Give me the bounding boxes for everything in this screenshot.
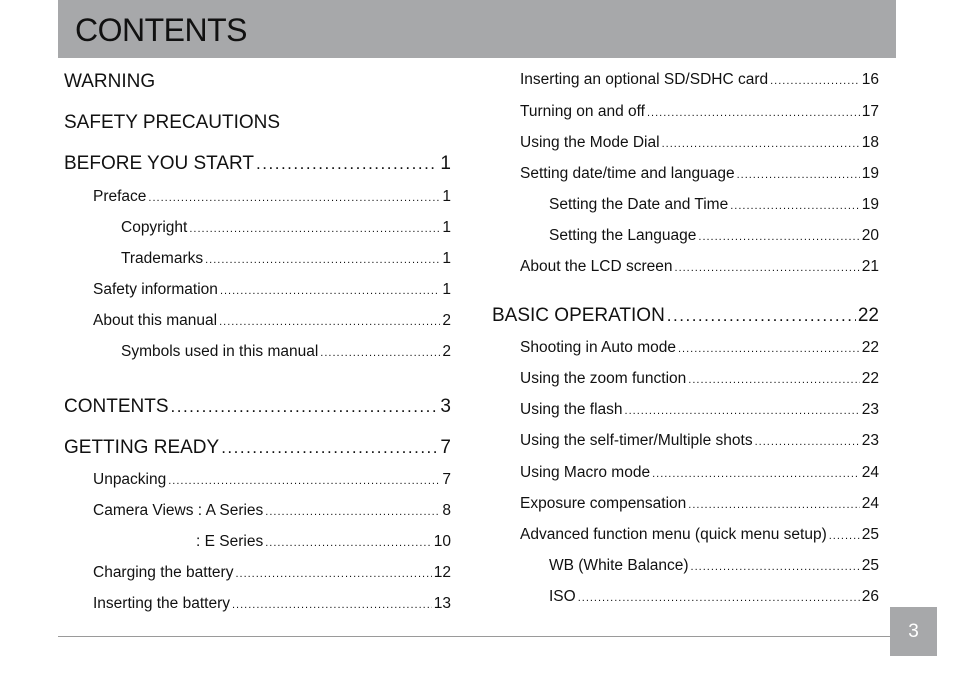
toc-entry-page: 1 [442,188,451,205]
toc-entry-label: Trademarks [121,250,204,267]
dot-leader [205,254,440,266]
dot-leader [148,192,440,204]
dot-leader [662,138,860,150]
toc-entry-label: Charging the battery [93,564,234,581]
toc-entry-label: Inserting the battery [93,595,230,612]
toc-entry-label: Safety information [93,281,218,298]
toc-entry[interactable] [549,557,879,575]
toc-entry-label: Camera Views : A Series [93,502,264,519]
dot-leader [265,506,440,518]
footer-divider [58,636,892,637]
toc-entry-page: 22 [857,305,879,326]
dot-leader [770,75,860,87]
toc-entry[interactable] [93,595,451,613]
toc-entry-label: CONTENTS [64,396,169,417]
dot-leader [688,374,859,386]
toc-entry-label: Using the flash [520,401,623,418]
toc-entry-page: 17 [861,103,879,120]
toc-entry-label: WARNING [64,71,156,92]
dot-leader [578,592,860,604]
toc-entry-page: 10 [433,533,451,550]
toc-entry-page: 19 [861,165,879,182]
toc-entry-page: 7 [442,471,451,488]
toc-entry-page: 7 [440,437,451,458]
toc-entry[interactable] [93,471,451,489]
dot-leader [698,231,859,243]
toc-entry-page: 23 [861,432,879,449]
toc-entry-page: 3 [440,396,451,417]
toc-entry[interactable] [520,370,879,388]
toc-entry-label: ISO [549,588,576,605]
page-number: 3 [908,620,919,642]
dot-leader [678,343,860,355]
toc-entry-page: 12 [433,564,451,581]
toc-entry-page: 13 [433,595,451,612]
dot-leader [675,262,860,274]
toc-entry-label: Shooting in Auto mode [520,339,676,356]
toc-entry[interactable] [93,188,451,206]
toc-entry-label: Using the self-timer/Multiple shots [520,432,753,449]
dot-leader [652,468,860,480]
toc-entry[interactable] [93,502,451,520]
toc-entry-page: 24 [861,495,879,512]
toc-entry[interactable] [520,258,879,276]
toc-entry-page: 1 [442,250,451,267]
toc-entry-label: SAFETY PRECAUTIONS [64,112,281,133]
toc-entry-label: Using Macro mode [520,464,651,481]
dot-leader [168,475,440,487]
toc-entry-page: 1 [440,153,451,174]
dot-leader [235,568,431,580]
toc-entry[interactable] [520,495,879,513]
toc-entry[interactable] [520,134,879,152]
toc-entry[interactable] [520,103,879,121]
toc-entry[interactable] [549,196,879,214]
dot-leader [220,285,440,297]
toc-entry-label: Setting date/time and language [520,165,735,182]
toc-entry-page: 21 [861,258,879,275]
toc-entry-label: BASIC OPERATION [492,305,665,326]
toc-entry[interactable] [520,339,879,357]
dot-leader [232,599,432,611]
toc-entry-page: 1 [442,219,451,236]
toc-section-entry[interactable] [64,71,451,93]
toc-entry-label: : E Series [196,533,264,550]
page-title: CONTENTS [75,12,247,48]
dot-leader [625,405,860,417]
dot-leader [219,316,440,328]
dot-leader [829,530,860,542]
toc-entry-page: 22 [861,339,879,356]
toc-entry[interactable] [121,343,451,361]
toc-entry-label: Setting the Date and Time [549,196,729,213]
dot-leader [265,537,432,549]
toc-entry-label: Exposure compensation [520,495,687,512]
toc-entry[interactable] [93,564,451,582]
page-number-badge [890,607,937,656]
toc-section-entry[interactable] [64,153,451,175]
toc-entry[interactable] [121,219,451,237]
toc-entry-page: 26 [861,588,879,605]
header-bar [58,0,896,58]
toc-entry-label: WB (White Balance) [549,557,689,574]
toc-entry-page: 8 [442,502,451,519]
toc-entry-page: 24 [861,464,879,481]
toc-entry-page: 1 [442,281,451,298]
dot-leader [171,397,439,417]
toc-section-entry[interactable] [64,437,451,459]
toc-entry-label: About the LCD screen [520,258,673,275]
toc-entry-label: Advanced function menu (quick menu setup) [520,526,827,543]
toc-section-entry[interactable] [492,305,879,327]
toc-entry[interactable] [520,71,879,89]
dot-leader [730,200,860,212]
toc-entry-label: Symbols used in this manual [121,343,319,360]
toc-entry-label: GETTING READY [64,437,220,458]
dot-leader [737,169,860,181]
toc-entry-label: Inserting an optional SD/SDHC card [520,71,769,88]
toc-entry[interactable] [93,312,451,330]
toc-entry[interactable] [520,464,879,482]
toc-entry[interactable] [520,401,879,419]
toc-entry-label: Copyright [121,219,188,236]
toc-section-entry[interactable] [64,396,451,418]
dot-leader [688,499,859,511]
dot-leader [691,561,860,573]
dot-leader [667,306,856,326]
toc-entry-page: 25 [861,526,879,543]
toc-entry-label: Turning on and off [520,103,645,120]
toc-entry-page: 25 [861,557,879,574]
dot-leader [189,223,440,235]
toc-entry-label: About this manual [93,312,218,329]
toc-entry-label: BEFORE YOU START [64,153,255,174]
dot-leader [256,154,438,174]
toc-entry[interactable] [549,588,879,606]
toc-entry[interactable] [520,432,879,450]
toc-entry[interactable] [121,250,451,268]
toc-entry-page: 2 [442,312,451,329]
toc-entry-page: 19 [861,196,879,213]
toc-entry-label: Using the Mode Dial [520,134,660,151]
toc-entry-label: Unpacking [93,471,167,488]
toc-entry-page: 18 [861,134,879,151]
toc-entry-label: Using the zoom function [520,370,687,387]
toc-entry-page: 16 [861,71,879,88]
toc-entry-label: Preface [93,188,147,205]
dot-leader [647,107,860,119]
toc-entry-page: 2 [442,343,451,360]
dot-leader [221,438,438,458]
toc-section-entry[interactable] [64,112,451,134]
toc-entry-label: Setting the Language [549,227,697,244]
toc-entry-page: 22 [861,370,879,387]
toc-entry[interactable] [549,227,879,245]
toc-entry[interactable] [520,526,879,544]
toc-entry[interactable] [520,165,879,183]
dot-leader [755,436,860,448]
toc-entry[interactable] [93,281,451,299]
dot-leader [320,347,440,359]
toc-entry[interactable] [196,533,451,551]
toc-entry-page: 20 [861,227,879,244]
toc-entry-page: 23 [861,401,879,418]
